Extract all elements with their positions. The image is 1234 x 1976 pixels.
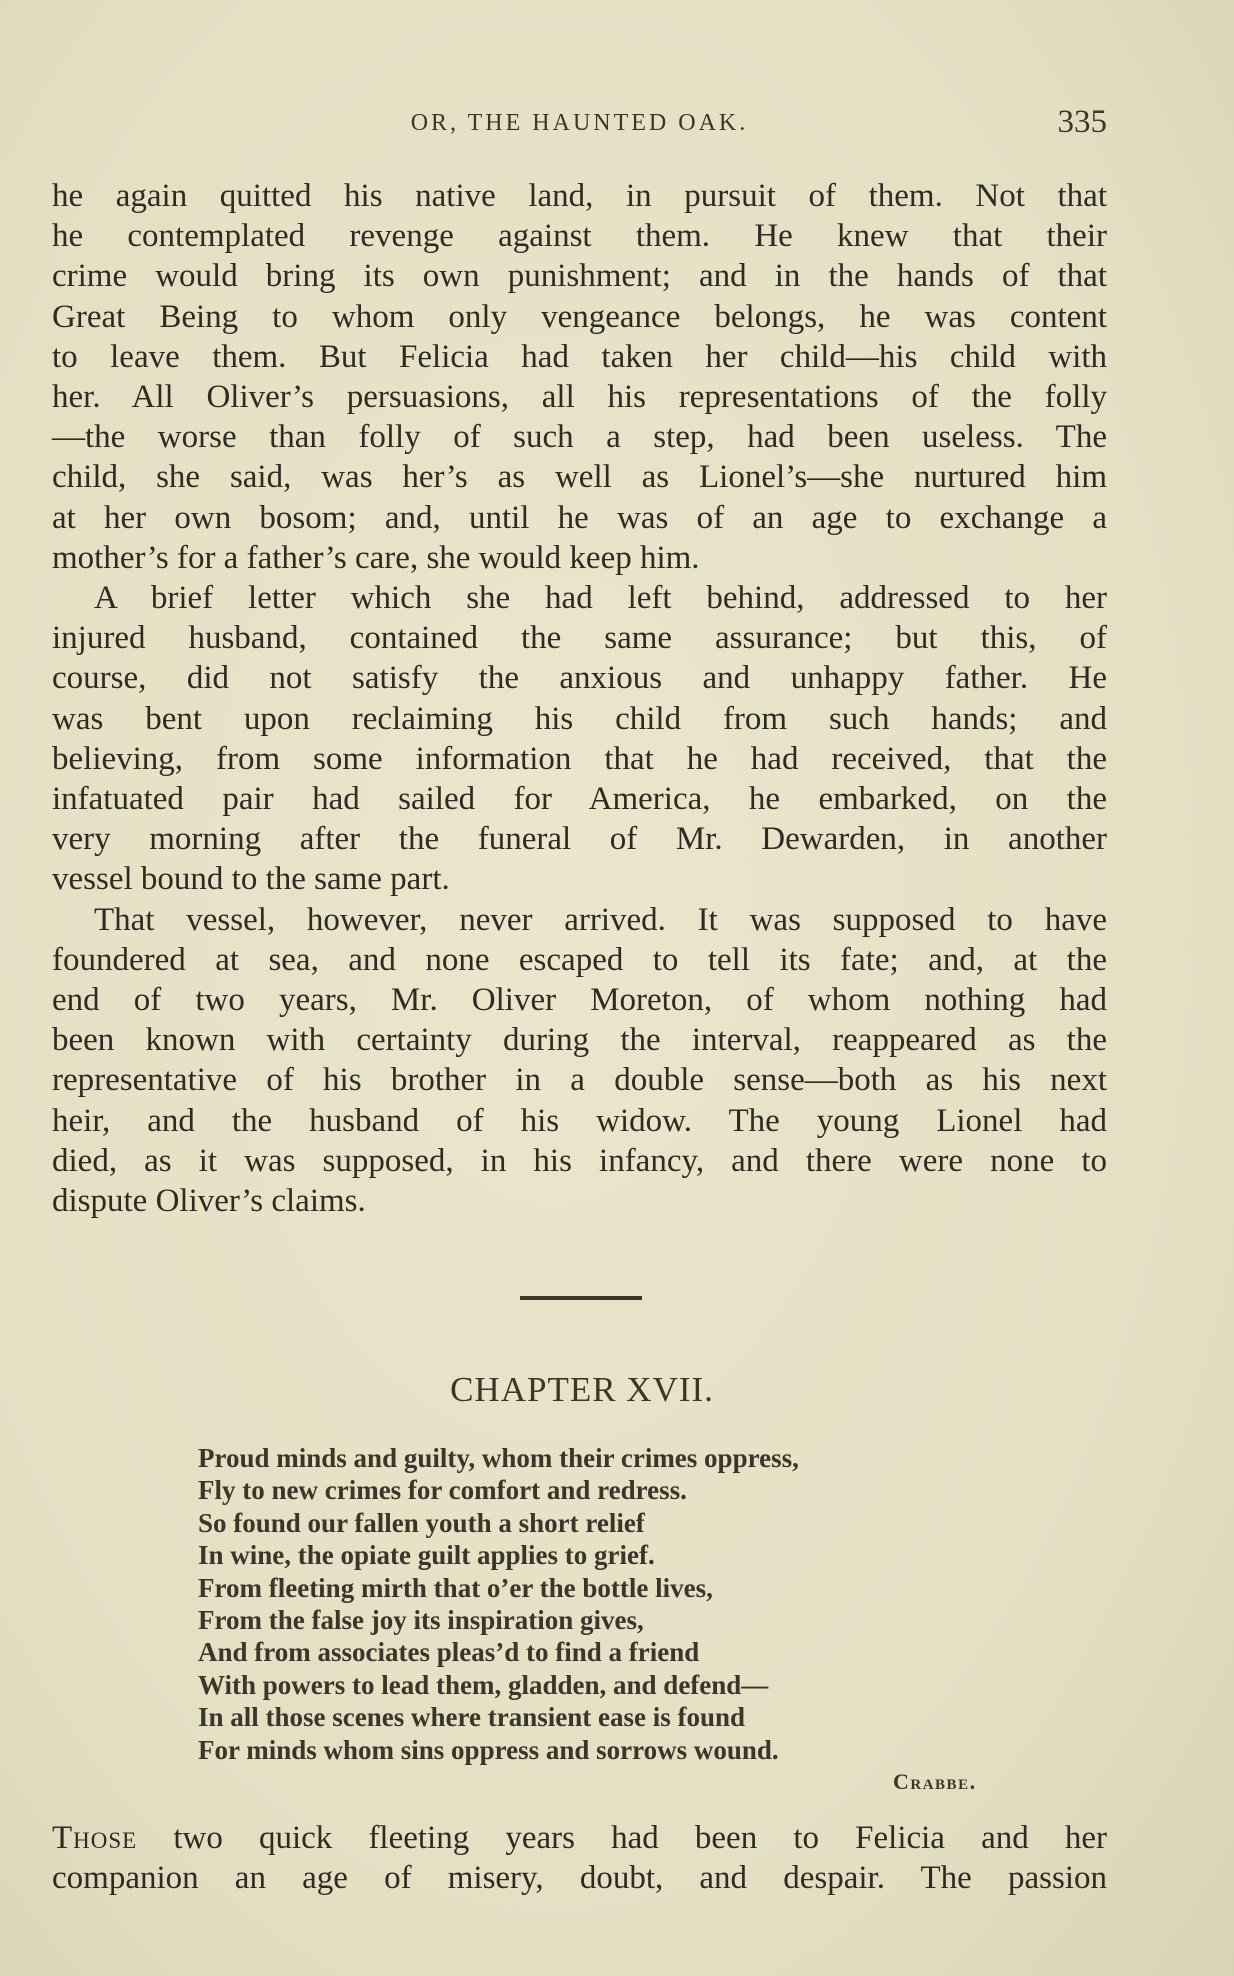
chapter-opening <box>52 1818 1107 1898</box>
text-line: child, she said, was her’s as well as Lionel’s—she nurtured him <box>52 459 1107 496</box>
verse-line: From the false joy its inspiration gives, <box>198 1605 644 1636</box>
paragraph-letter <box>52 578 1107 900</box>
text-line: dispute Oliver’s claims. <box>52 1183 366 1220</box>
text-line: to leave them. But Felicia had taken her child—his child with <box>52 338 1107 375</box>
running-title: OR, THE HAUNTED OAK. <box>410 110 749 136</box>
paragraph-vessel <box>52 900 1107 1222</box>
page-number: 335 <box>1057 104 1107 140</box>
verse-line: Proud minds and guilty, whom their crimes oppress, <box>198 1443 799 1473</box>
text-line: crime would bring its own punishment; and in the hands of that <box>52 258 1107 295</box>
verse-line: And from associates pleas’d to find a friend <box>198 1637 700 1668</box>
epigraph-attribution: Crabbe. <box>893 1769 977 1794</box>
text-line: foundered at sea, and none escaped to tell its fate; and, at the <box>52 941 1107 978</box>
verse-line: From fleeting mirth that o’er the bottle lives, <box>198 1572 713 1603</box>
text-line: representative of his brother in a double sense—both as his next <box>52 1062 1107 1099</box>
lead-word: Those <box>52 1820 138 1856</box>
text-line: mother’s for a father’s care, she would keep him. <box>52 539 700 576</box>
running-head <box>52 104 1107 144</box>
text-line: end of two years, Mr. Oliver Moreton, of whom nothing had <box>52 982 1107 1019</box>
text-line: Great Being to whom only vengeance belongs, he was content <box>52 298 1107 335</box>
verse-line: Fly to new crimes for comfort and redress. <box>198 1475 687 1506</box>
text-line <box>52 1818 1107 1858</box>
text-line: her. All Oliver’s persuasions, all his representations of the folly <box>52 379 1107 416</box>
text-line: infatuated pair had sailed for America, he embarked, on the <box>52 781 1107 818</box>
text-line: course, did not satisfy the anxious and unhappy father. He <box>52 660 1107 697</box>
paragraph-continuation <box>52 176 1107 578</box>
lead-line-rest: two quick fleeting years had been to Felicia and her <box>137 1820 1107 1856</box>
verse-line: For minds whom sins oppress and sorrows wound. <box>198 1734 779 1765</box>
text-line: vessel bound to the same part. <box>52 861 450 898</box>
verse-line: So found our fallen youth a short relief <box>198 1507 645 1538</box>
verse-line: In wine, the opiate guilt applies to grief. <box>198 1540 655 1571</box>
text-line: he again quitted his native land, in pursuit of them. Not that <box>52 178 1107 214</box>
body-text <box>52 176 1107 1221</box>
epigraph <box>198 1442 1018 1766</box>
text-line: A brief letter which she had left behind, addressed to her <box>94 580 1107 617</box>
text-line: was bent upon reclaiming his child from such hands; and <box>52 700 1107 737</box>
text-line: he contemplated revenge against them. He knew that their <box>52 218 1107 255</box>
text-line: been known with certainty during the interval, reappeared as the <box>52 1022 1107 1059</box>
text-line: very morning after the funeral of Mr. Dewarden, in another <box>52 821 1107 858</box>
text-line: —the worse than folly of such a step, had been useless. The <box>52 419 1107 456</box>
text-line: injured husband, contained the same assurance; but this, of <box>52 620 1107 657</box>
verse-line: In all those scenes where transient ease is found <box>198 1702 746 1733</box>
text-line: believing, from some information that he had received, that the <box>52 740 1107 777</box>
verse-line: With powers to lead them, gladden, and defend— <box>198 1669 769 1700</box>
text-line: That vessel, however, never arrived. It was supposed to have <box>94 901 1107 938</box>
chapter-heading: CHAPTER XVII. <box>450 1370 714 1409</box>
text-line: heir, and the husband of his widow. The young Lionel had <box>52 1102 1107 1139</box>
text-line: companion an age of misery, doubt, and despair. The passion <box>52 1860 1107 1897</box>
text-line: at her own bosom; and, until he was of an age to exchange a <box>52 499 1107 536</box>
text-line: died, as it was supposed, in his infancy, and there were none to <box>52 1142 1107 1179</box>
section-divider <box>520 1296 642 1300</box>
